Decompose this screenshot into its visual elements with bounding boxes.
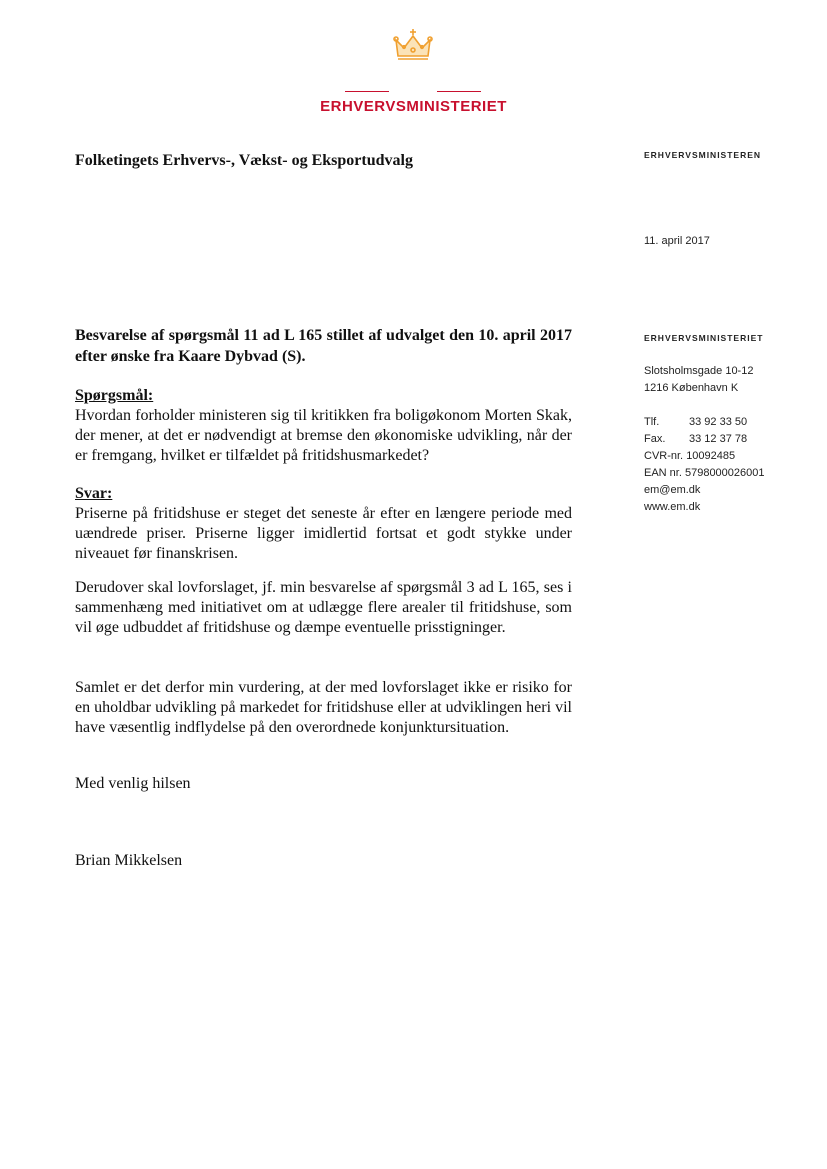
contact-block: [644, 333, 814, 516]
cvr-label: CVR-nr.: [644, 450, 684, 462]
signature: Brian Mikkelsen: [75, 852, 183, 869]
answer-title: Svar:: [75, 485, 113, 502]
fax-value: 33 12 37 78: [689, 433, 748, 445]
website-link[interactable]: www.em.dk: [644, 501, 701, 513]
answer-paragraph-2: Derudover skal lovforslaget, jf. min besvarelse af spørgsmål 3 ad L 165, ses i sammenhæng med initiativet om at udlægge flere arealer til fritidshuse, som vil øge udbuddet af fritidshuse og dæmpe eventuelle prisstigninger.: [75, 579, 572, 636]
phone-label: Tlf.: [644, 416, 660, 428]
sender-block: [644, 150, 814, 160]
question-title: Spørgsmål:: [75, 387, 154, 404]
letter-subject: Besvarelse af spørgsmål 11 ad L 165 stillet af udvalget den 10. april 2017 efter ønske fra Kaare Dybvad (S).: [75, 327, 572, 365]
date-block: [644, 233, 814, 250]
closing: Med venlig hilsen: [75, 775, 191, 792]
answer-section: [75, 484, 572, 564]
question-section: [75, 386, 572, 466]
ean-label: EAN nr.: [644, 467, 682, 479]
address-line-2: 1216 København K: [644, 382, 739, 394]
ean-row: [644, 465, 814, 482]
phone-row: [644, 414, 814, 431]
letter-date: 11. april 2017: [644, 235, 710, 247]
answer-paragraph-3: Samlet er det derfor min vurdering, at der med lovforslaget ikke er risiko for en uholdbar udvikling på markedet for fritidshuse eller at udviklingen heri vil have væsentlig indflydelse på den overordnede konjunktursituation.: [75, 679, 572, 736]
crown-icon: [388, 28, 438, 64]
ean-value: 5798000026001: [684, 467, 765, 479]
question-text: Hvordan forholder ministeren sig til kritikken fra boligøkonom Morten Skak, der mener, at det er nødvendigt at bremse den økonomiske udvikling, når der er fremgang, hvilket er tilfældet på fritidshusmarkedet?: [75, 407, 572, 464]
logo-text: ERHVERVSMINISTERIET: [320, 98, 507, 115]
sender-label: ERHVERVSMINISTEREN: [644, 150, 762, 160]
fax-row: [644, 431, 814, 448]
fax-label: Fax.: [644, 433, 666, 445]
ministry-logo: [0, 28, 827, 115]
answer-paragraph-1: Priserne på fritidshuse er steget det seneste år efter en længere periode med uændrede priser. Priserne ligger imidlertid fortsat et godt stykke under niveauet før finanskrisen.: [75, 505, 572, 562]
email-link[interactable]: em@em.dk: [644, 484, 701, 496]
cvr-value: 10092485: [686, 450, 736, 462]
recipient: Folketingets Erhvervs-, Vækst- og Eksportudvalg: [75, 152, 413, 169]
org-label: ERHVERVSMINISTERIET: [644, 333, 764, 343]
logo-rule-left: [345, 91, 389, 92]
logo-rule-right: [437, 91, 481, 92]
cvr-row: [644, 448, 814, 465]
phone-value: 33 92 33 50: [689, 416, 748, 428]
address-line-1: Slotsholmsgade 10-12: [644, 365, 754, 377]
